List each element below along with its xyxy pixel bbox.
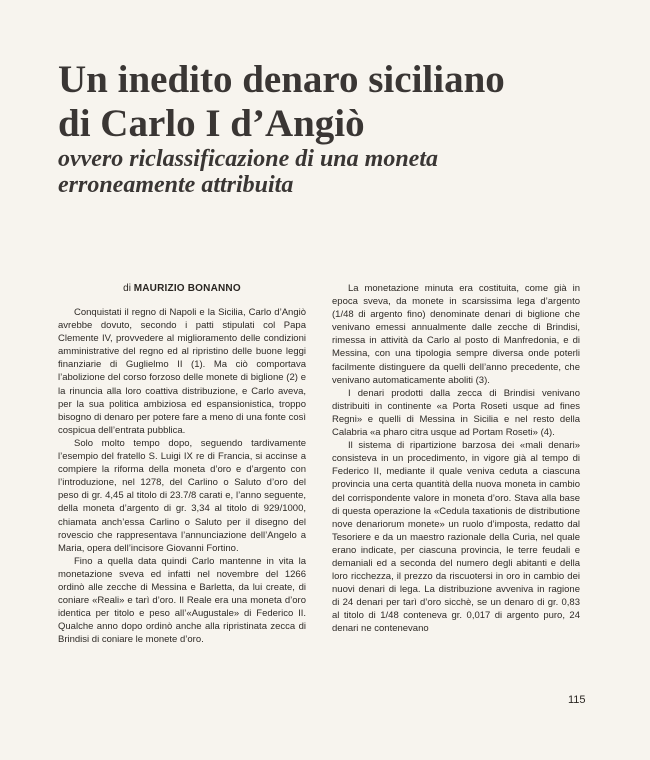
paragraph: Solo molto tempo dopo, seguendo tardivamente l’esempio del fratello S. Luigi IX re di Francia, si accinse a compiere la riforma della moneta d’oro e d’argento con l’introduzione, nel 1278, del Carlino o Saluto d’oro del peso di gr. 4,45 al titolo di 23.7/8 carati e, l’anno seguente, della moneta d’argento di gr. 3,34 al titolo di 929/1000, chiamata anch’essa Carlino o Saluto per il disegno del rovescio che rappresentava l’annunciazione dell’Angelo a Maria, opera dell’incisore Giovanni Fortino. [58, 437, 306, 554]
paragraph: Conquistati il regno di Napoli e la Sicilia, Carlo d’Angiò avrebbe dovuto, secondo i patti stipulati col Papa Clemente IV, provvedere al miglioramento delle condizioni amministrative del regno ed al ripristino delle buone leggi finanziarie di Guglielmo II (1). Ma ciò comportava l’abolizione del corso forzoso delle monete di biglione (2) e la rinuncia alla loro coattiva distribuzione, e Carlo aveva, per la sua politica ambiziosa ed espansionistica, troppo bisogno di denaro per potere fare a meno di una fonte così cospicua dell’entrata pubblica. [58, 307, 306, 436]
author-name: MAURIZIO BONANNO [133, 283, 241, 294]
paragraph: La monetazione minuta era costituita, come già in epoca sveva, da monete in scarsissima lega d’argento (1/48 di argento fino) denominate denari di biglione che venivano emessi annualmente dalle zecche di Brindisi, rimessa in attività da Carlo al posto di Manfredonia, e di Messina, con una tipologia sempre diversa onde poterli facilmente distinguere da quelli dell’anno precedente, che venivano automaticamente aboliti (3). [332, 283, 580, 386]
left-column [58, 282, 306, 646]
byline [58, 282, 306, 296]
paragraph: Fino a quella data quindi Carlo mantenne in vita la monetazione sveva ed infatti nel novembre del 1266 ordinò alle zecche di Messina e Barletta, da lui create, di coniare «Reali» e tarì d’oro. Il Reale era una moneta d’oro identica per titolo e peso all’«Augustale» di Federico II. Qualche anno dopo ordinò anche alla ripristinata zecca di Brindisi di coniare le monete d’oro. [58, 555, 306, 646]
title-line-1: Un inedito denaro siciliano [58, 58, 505, 101]
paragraph: Il sistema di ripartizione barzosa dei «mali denari» consisteva in un procedimento, in vigore già al tempo di Federico II, mediante il quale veniva ceduta a ciascuna provincia una certa quantità della nuova moneta in cambio del corrispondente valore in moneta d’oro. Stava alla base di questa operazione la «Cedula taxationis de distributione nove denariorum monete» un ruolo d’imposta, redatto dal Tesoriere e da un maestro razionale della Curia, nel quale erano indicate, per ciascuna provincia, le terre feudali e demaniali ed a seconda del numero degli abitanti e della loro ricchezza, il prezzo da riscuotersi in oro in cambio dei nuovi denari di lega. La distribuzione avveniva in ragione di 24 denari per tarì d’oro sicchè, se un denaro di gr. 0,83 al titolo di 1/48 conteneva gr. 0,017 di argento puro, 24 denari ne contenevano [332, 440, 580, 635]
article-subtitle [58, 146, 618, 198]
subtitle-line-1: ovvero riclassificazione di una moneta [58, 146, 438, 172]
byline-prefix: di [123, 283, 131, 294]
article-title [58, 58, 618, 146]
subtitle-line-2: erroneamente attribuita [58, 172, 294, 198]
paragraph: I denari prodotti dalla zecca di Brindisi venivano distribuiti in continente «a Porta Roseti usque ad fines Regni» e quelli di Messina in Sicilia e nel resto della Calabria «a pharo citra usque ad Portam Roseti» (4). [332, 387, 580, 439]
title-line-2: di Carlo I d’Angiò [58, 102, 365, 145]
page-number: 115 [568, 694, 586, 706]
right-column [332, 282, 580, 636]
